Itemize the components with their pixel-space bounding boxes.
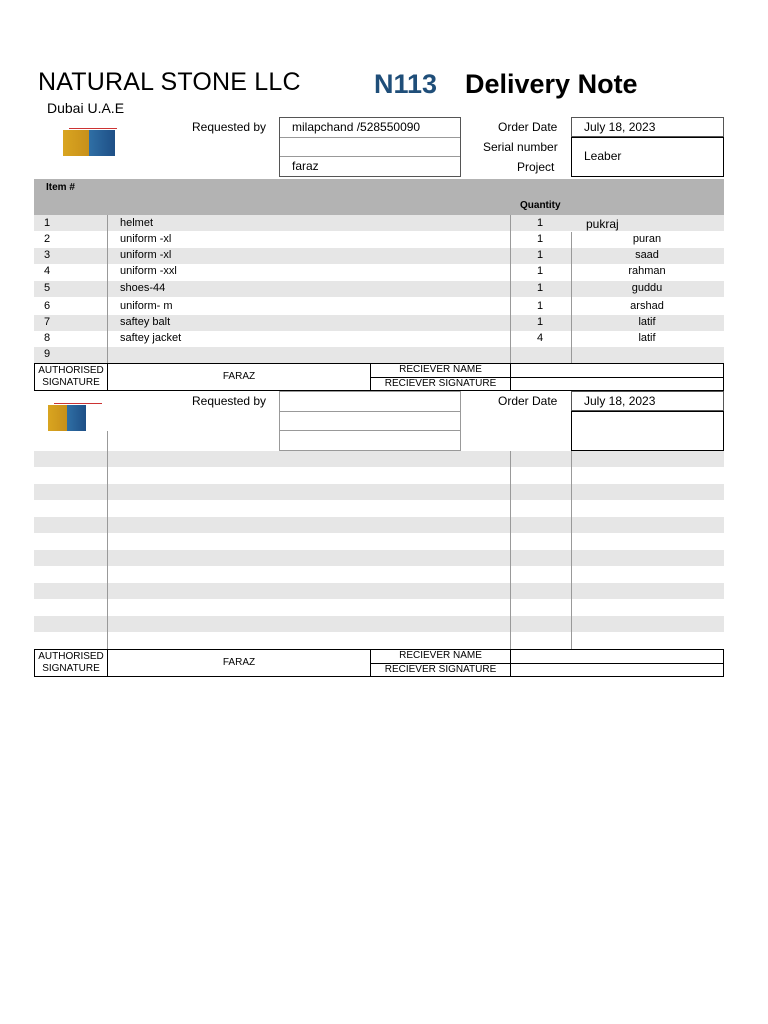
- table-row: [34, 264, 724, 280]
- item-description: uniform -xl: [120, 249, 172, 261]
- item-receiver: saad: [635, 249, 659, 261]
- company-logo-copy: [48, 397, 100, 435]
- table-row: [34, 517, 724, 533]
- table-row: [34, 468, 724, 484]
- table-row: [34, 248, 724, 264]
- table-header: [34, 179, 724, 215]
- table-row: [34, 616, 724, 632]
- order-date-label-copy: Order Date: [498, 394, 558, 408]
- item-number: 9: [44, 348, 51, 360]
- item-number: 2: [44, 233, 51, 245]
- table-row: [34, 232, 724, 248]
- table-row: [34, 215, 724, 231]
- item-number: 5: [44, 282, 51, 294]
- item-receiver: arshad: [630, 300, 664, 312]
- item-quantity: 1: [536, 265, 544, 277]
- table-row: [34, 484, 724, 500]
- item-receiver: puran: [632, 233, 662, 245]
- receiver-name-field-copy[interactable]: [511, 650, 723, 664]
- requested-by-label: Requested by: [192, 120, 267, 134]
- signature-table: [34, 363, 724, 391]
- authorised-label-line2: SIGNATURE: [42, 377, 100, 388]
- item-description: uniform -xxl: [120, 265, 177, 277]
- table-row: [34, 600, 724, 616]
- receiver-signature-field-copy[interactable]: [511, 664, 723, 677]
- authorised-label-line1: AUTHORISED: [38, 365, 104, 376]
- requested-by-box: [279, 117, 461, 177]
- company-name: NATURAL STONE LLC: [38, 68, 301, 96]
- item-number-header: Item #: [46, 182, 75, 193]
- document-title: Delivery Note: [465, 69, 638, 99]
- order-date-label: Order Date: [498, 120, 558, 134]
- item-description: shoes-44: [120, 282, 166, 294]
- order-date-value: July 18, 2023: [584, 120, 656, 134]
- item-description: saftey jacket: [120, 332, 182, 344]
- receiver-name-label-copy: RECIEVER NAME: [371, 650, 510, 664]
- receiver-signature-field[interactable]: [511, 378, 723, 391]
- table-row: [34, 583, 724, 599]
- item-description: helmet: [120, 217, 154, 229]
- item-quantity: 4: [536, 332, 544, 344]
- company-logo: [63, 122, 115, 160]
- receiver-name-label: RECIEVER NAME: [371, 364, 510, 378]
- item-number: 8: [44, 332, 51, 344]
- item-receiver: latif: [638, 316, 656, 328]
- requested-by-value[interactable]: milapchand /528550090: [292, 120, 421, 134]
- item-quantity: 1: [536, 316, 544, 328]
- item-number: 4: [44, 265, 51, 277]
- item-receiver: guddu: [631, 282, 663, 294]
- project-field-copy[interactable]: [571, 411, 724, 451]
- order-date-value-copy: July 18, 2023: [584, 394, 656, 408]
- item-quantity: 1: [536, 217, 544, 229]
- table-row: [34, 347, 724, 363]
- table-row: [34, 331, 724, 347]
- receiver-signature-label-copy: RECIEVER SIGNATURE: [384, 664, 497, 675]
- company-city: Dubai U.A.E: [47, 100, 125, 116]
- requested-by-line3[interactable]: faraz: [292, 159, 319, 173]
- document-number: N113: [374, 69, 438, 99]
- item-description: uniform- m: [120, 300, 173, 312]
- item-description: saftey balt: [120, 316, 171, 328]
- receiver-name-field[interactable]: [511, 364, 723, 378]
- table-row: [34, 633, 724, 649]
- item-quantity: 1: [536, 249, 544, 261]
- order-date-field-copy[interactable]: [571, 391, 724, 411]
- item-quantity: 1: [536, 282, 544, 294]
- serial-number-label: Serial number: [483, 140, 558, 154]
- table-row: [34, 534, 724, 550]
- table-row: [34, 299, 724, 315]
- table-row: [34, 315, 724, 331]
- requested-by-box-copy: [279, 391, 461, 451]
- table-row: [34, 501, 724, 517]
- authorised-label-line1-copy: AUTHORISED: [38, 651, 104, 662]
- item-number: 7: [44, 316, 51, 328]
- item-receiver: rahman: [628, 265, 666, 277]
- project-label: Project: [517, 160, 555, 174]
- item-quantity: 1: [536, 300, 544, 312]
- item-receiver: latif: [638, 332, 656, 344]
- table-row: [34, 451, 724, 467]
- item-quantity: 1: [536, 233, 544, 245]
- signer-name-copy: FARAZ: [108, 650, 371, 676]
- signature-table-copy: [34, 649, 724, 677]
- table-row: [34, 567, 724, 583]
- requested-by-label-copy: Requested by: [192, 394, 267, 408]
- table-row: [34, 281, 724, 297]
- item-number: 1: [44, 217, 51, 229]
- item-receiver: pukraj: [586, 217, 619, 231]
- item-number: 6: [44, 300, 51, 312]
- signer-name: FARAZ: [108, 364, 371, 390]
- item-description: uniform -xl: [120, 233, 172, 245]
- receiver-signature-label: RECIEVER SIGNATURE: [384, 378, 497, 389]
- project-value: Leaber: [584, 149, 622, 163]
- project-field[interactable]: [571, 137, 724, 177]
- item-number: 3: [44, 249, 51, 261]
- quantity-header: Quantity: [520, 200, 561, 211]
- table-row: [34, 550, 724, 566]
- authorised-label-line2-copy: SIGNATURE: [42, 663, 100, 674]
- order-date-field[interactable]: [571, 117, 724, 137]
